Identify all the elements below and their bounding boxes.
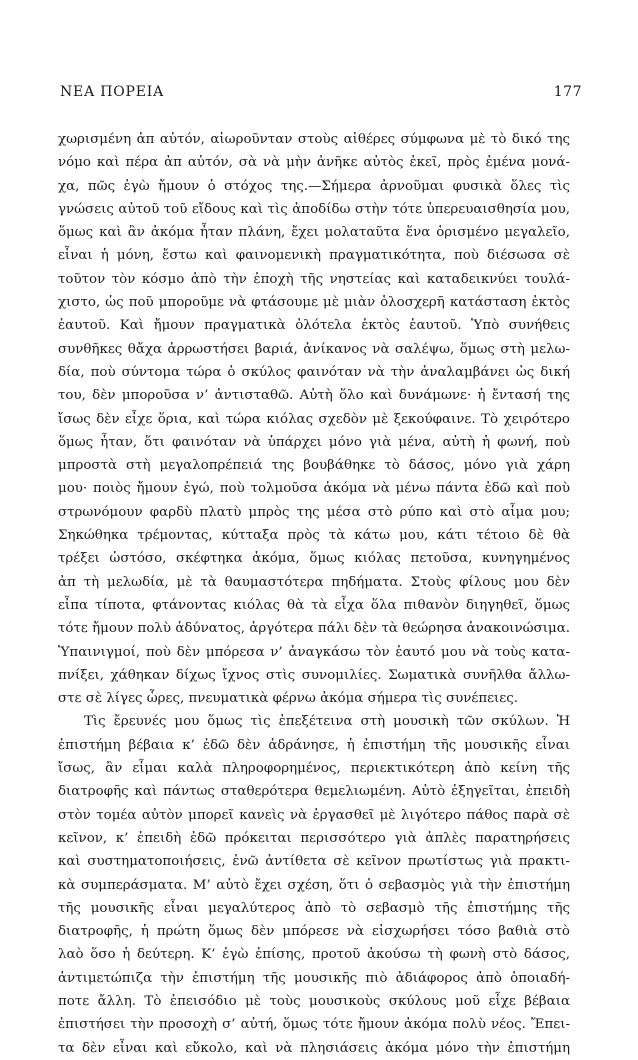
text-line: τῆς μουσικῆς εἶναι μεγαλύτερος ἀπὸ τὸ σεβασμὸ τῆς ἐπιστήμης τῆς	[58, 900, 570, 916]
text-line: δία, ποὺ σύντομα τώρα ὁ σκύλος φαινόταν νὰ τὴν ἀναλαμβάνει ὡς δική	[58, 364, 570, 380]
text-line: ἴσως δὲν εἶχε ὅρια, καὶ τώρα κιόλας σχεδὸν μὲ ξεκούφαινε. Τὸ χειρότερο	[58, 411, 570, 427]
text-line: στρωνόμουν φαρδὺ πλατὺ μπρὸς της μέσα στὸ ρύπο καὶ στὸ αἷμα μου;	[58, 504, 570, 520]
text-line: στε σὲ λίγες ὧρες, πνευματικὰ φέρνω ἀκόμα σήμερα τὶς συνέπειες.	[58, 691, 518, 707]
text-line: τα δὲν εἶναι καὶ εὔκολο, καὶ νὰ πλησιάσεις ἀκόμα μόνο τὴν ἐπιστήμη	[58, 1040, 570, 1056]
text-line: ἀπ τὴ μελωδία, μὲ τὰ θαυμαστότερα πηδήματα. Στοὺς φίλους μου δὲν	[58, 574, 570, 590]
text-line: συνθῆκες θἄχα ἀρρωστήσει βαριά, ἀνίκανος νὰ σαλέψω, ὅμως στὴ μελω-	[58, 341, 570, 357]
text-line: χωρισμένη ἀπ αὐτόν, αἰωροῦνταν στοὺς αἰθέρες σύμφωνα μὲ τὸ δικό της	[58, 132, 570, 147]
text-line: μπροστὰ στὴ μεγαλοπρέπειά της βουβάθηκε τὸ δάσος, μόνο γιὰ χάρη	[58, 458, 570, 474]
text-line: ἴσως, ἂν εἶμαι καλὰ πληροφορημένος, περιεκτικότερη ἀπὸ κείνη τῆς	[58, 761, 570, 777]
text-line: ὅμως καὶ ἂν ἀκόμα ἦταν πλάνη, ἔχει μολαταῦτα ἕνα ὁρισμένο μεγαλεῖο,	[58, 225, 570, 241]
text-line: κεῖνον, κ’ ἐπειδὴ ἐδῶ πρόκειται περισσότερο γιὰ ἁπλὲς παρατηρήσεις	[58, 830, 570, 846]
text-line: ἐπιστήμη βέβαια κ’ ἐδῶ δὲν ἀδράνησε, ἡ ἐπιστήμη τῆς μουσικῆς εἶναι	[58, 737, 570, 753]
text-line: καὶ συστηματοποιήσεις, ἐνῶ ἀντίθετα σὲ κεῖνον πρωτίστως γιὰ πρακτι-	[58, 854, 570, 870]
text-line: μου· ποιὸς ἤμουν ἐγώ, ποὺ τολμοῦσα ἀκόμα νὰ μένω πάντα ἐδῶ καὶ ποὺ	[58, 481, 570, 497]
text-line: τότε ἤμουν πολὺ ἀδύνατος, ἀργότερα πάλι δὲν τὰ θεώρησα ἀνακοινώσιμα.	[58, 621, 570, 637]
text-line: πνίξει, χάθηκαν δίχως ἴχνος στὶς συνομιλίες. Σωματικὰ συνῆλθα ἄλλω-	[58, 667, 570, 683]
text-line: νόμο καὶ πέρα ἀπ αὐτόν, σὰ νὰ μὴν ἀνῆκε αὐτὸς ἐκεῖ, πρὸς ἐμένα μονά-	[58, 155, 570, 171]
text-line: ἐπιστήσει τὴν προσοχὴ σ’ αὐτή, ὅμως τότε ἤμουν ἀκόμα πολὺ νέος. Ἔπει-	[58, 1017, 570, 1033]
text-line: τοῦτον τὸν κόσμο ἀπὸ τὴν ἐποχὴ τῆς νηστείας καὶ καταδεικνύει τουλά-	[58, 271, 570, 287]
running-head: ΝΕΑ ΠΟΡΕΙΑ	[60, 84, 164, 100]
text-line: Ὑπαινιγμοί, ποὺ δὲν μπόρεσα ν’ ἀναγκάσω τὸν ἑαυτό μου νὰ τοὺς κατα-	[58, 644, 570, 660]
page-number: 177	[553, 84, 582, 100]
text-line: λαὸ ὅσο ἡ δεύτερη. Κ’ ἐγὼ ἐπίσης, προτοῦ ἀκούσω τὴ φωνὴ στὸ δάσος,	[58, 947, 570, 963]
text-line: στὸν τομέα αὐτὸν μπορεῖ κανεὶς νὰ ἐργασθεῖ μὲ λιγότερο πάθος παρὰ σὲ	[58, 807, 570, 823]
text-line: Σηκώθηκα τρέμοντας, κύτταξα πρὸς τὰ κάτω μου, κάτι τέτοιο δὲ θὰ	[58, 528, 570, 544]
text-line: ποτε ἄλλη. Τὸ ἐπεισόδιο μὲ τοὺς μουσικοὺς σκύλους μοῦ εἶχε βέβαια	[58, 993, 570, 1009]
text-line: κὰ συμπεράσματα. Μ’ αὐτὸ ἔχει σχέση, ὅτι ὁ σεβασμὸς γιὰ τὴν ἐπιστήμη	[58, 877, 570, 893]
text-line: εἶναι ἡ μόνη, ἔστω καὶ φαινομενικὴ πραγματικότητα, ποὺ διέσωσα σὲ	[58, 248, 570, 264]
text-line: χα, πῶς ἐγὼ ἤμουν ὁ στόχος της.—Σήμερα ἀρνοῦμαι φυσικὰ ὅλες τὶς	[58, 178, 570, 194]
text-line: του, δὲν μποροῦσα ν’ ἀντισταθῶ. Αὐτὴ ὅλο καὶ δυνάμωνε· ἡ ἔντασή της	[58, 388, 570, 404]
text-line: γνώσεις αὐτοῦ τοῦ εἴδους καὶ τὶς ἀποδίδω στὴν τότε ὑπερευαισθησία μου,	[58, 201, 570, 217]
text-line: ἀντιμετώπιζα τὴν ἐπιστήμη τῆς μουσικῆς πιὸ ἀδιάφορος ἀπὸ ὁποιαδή-	[58, 970, 570, 986]
text-line: ὅμως ἦταν, ὅτι φαινόταν νὰ ὑπάρχει μόνο γιὰ μένα, αὐτὴ ἡ φωνή, ποὺ	[58, 434, 570, 450]
text-line: διατροφῆς, ἡ πρώτη ὅμως δὲν μπόρεσε νὰ εἰσχωρήσει τόσο βαθιὰ στὸ	[58, 924, 570, 940]
text-line: τρέξει ὡστόσο, σκέφτηκα ἀκόμα, ὅμως κιόλας πετοῦσα, κυνηγημένος	[58, 551, 570, 567]
text-line: εἶπα τίποτα, φτάνοντας κιόλας θὰ τὰ εἶχα ὅλα πιθανὸν διηγηθεῖ, ὅμως	[58, 597, 570, 613]
text-line: Τὶς ἔρευνές μου ὅμως τὶς ἐπεξέτεινα στὴ μουσικὴ τῶν σκύλων. Ἡ	[84, 714, 570, 730]
text-line: χιστο, ὡς ποῦ μποροῦμε νὰ φτάσουμε μὲ μιὰν ὁλοσχερῆ κατάσταση ἐκτὸς	[58, 295, 570, 311]
text-line: ἑαυτοῦ. Καὶ ἤμουν πραγματικὰ ὁλότελα ἐκτὸς ἑαυτοῦ. Ὑπὸ συνήθεις	[58, 318, 570, 334]
body-text	[58, 128, 570, 1060]
text-line: διατροφῆς καὶ πάντως σταθερότερα θεμελιωμένη. Αὐτὸ ἐξηγεῖται, ἐπειδὴ	[58, 784, 570, 800]
page-header	[60, 84, 582, 104]
